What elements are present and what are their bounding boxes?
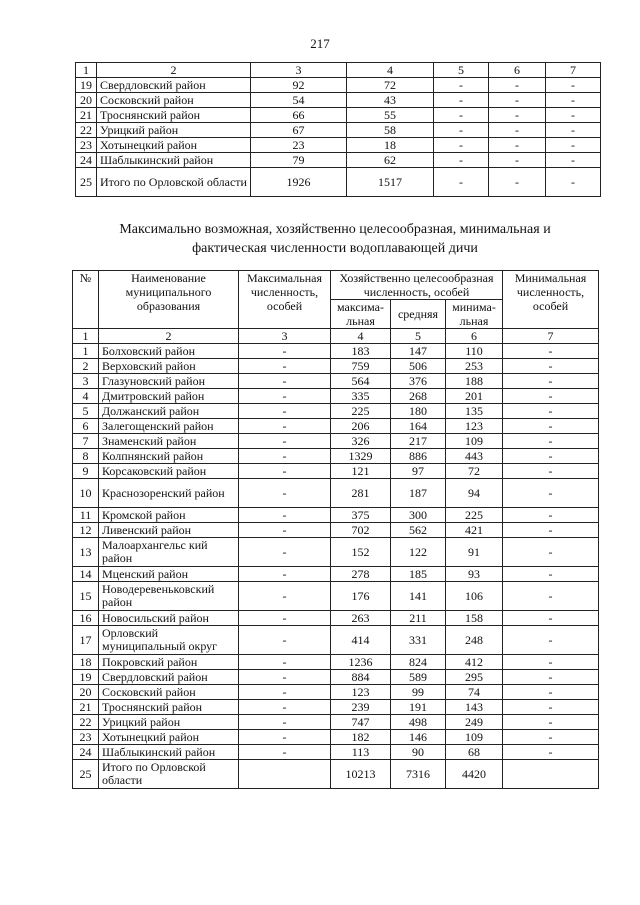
table-row xyxy=(76,153,601,168)
value-col-5: - xyxy=(434,168,489,197)
econ-mid: 164 xyxy=(391,419,446,434)
econ-min: 412 xyxy=(446,655,503,670)
district-name: Урицкий район xyxy=(99,715,239,730)
econ-max: 1329 xyxy=(331,449,391,464)
row-number: 8 xyxy=(73,449,99,464)
value-col-4: 72 xyxy=(347,78,434,93)
econ-mid: 589 xyxy=(391,670,446,685)
value-col-3: 23 xyxy=(251,138,347,153)
econ-mid: 7316 xyxy=(391,760,446,789)
table-row xyxy=(73,760,599,789)
header-econ-max: максима-льная xyxy=(331,300,391,329)
district-name: Новосильский район xyxy=(99,611,239,626)
table-row xyxy=(73,538,599,567)
row-number: 22 xyxy=(76,123,97,138)
table-row xyxy=(73,404,599,419)
table-row xyxy=(73,464,599,479)
econ-mid: 147 xyxy=(391,344,446,359)
min-count: - xyxy=(503,567,599,582)
row-number: 25 xyxy=(73,760,99,789)
value-col-7: - xyxy=(546,123,601,138)
min-count: - xyxy=(503,479,599,508)
value-col-6: - xyxy=(489,168,546,197)
value-col-7: - xyxy=(546,168,601,197)
max-count: - xyxy=(239,611,331,626)
district-name: Хотынецкий район xyxy=(99,730,239,745)
econ-mid: 268 xyxy=(391,389,446,404)
econ-mid: 99 xyxy=(391,685,446,700)
value-col-6: - xyxy=(489,78,546,93)
row-number: 6 xyxy=(73,419,99,434)
column-number: 7 xyxy=(546,63,601,78)
table-row xyxy=(73,655,599,670)
max-count: - xyxy=(239,508,331,523)
waterfowl-table xyxy=(72,270,599,789)
header-econ-mid: средняя xyxy=(391,300,446,329)
econ-max: 414 xyxy=(331,626,391,655)
table-row xyxy=(73,374,599,389)
column-number: 3 xyxy=(251,63,347,78)
value-col-5: - xyxy=(434,108,489,123)
district-name: Ливенский район xyxy=(99,523,239,538)
district-name: Свердловский район xyxy=(99,670,239,685)
table-row xyxy=(73,567,599,582)
value-col-4: 43 xyxy=(347,93,434,108)
table-row xyxy=(73,344,599,359)
district-name: Должанский район xyxy=(99,404,239,419)
econ-max: 206 xyxy=(331,419,391,434)
econ-max: 702 xyxy=(331,523,391,538)
econ-mid: 886 xyxy=(391,449,446,464)
table-row xyxy=(73,449,599,464)
table-row xyxy=(76,93,601,108)
econ-mid: 146 xyxy=(391,730,446,745)
column-number: 4 xyxy=(331,329,391,344)
district-name: Троснянский район xyxy=(97,108,251,123)
min-count: - xyxy=(503,374,599,389)
column-number-row xyxy=(76,63,601,78)
econ-max: 884 xyxy=(331,670,391,685)
econ-mid: 331 xyxy=(391,626,446,655)
min-count: - xyxy=(503,730,599,745)
header-max: Максимальная численность, особей xyxy=(239,271,331,329)
column-number: 5 xyxy=(434,63,489,78)
econ-max: 182 xyxy=(331,730,391,745)
table-row xyxy=(73,479,599,508)
district-name: Мценский район xyxy=(99,567,239,582)
econ-min: 68 xyxy=(446,745,503,760)
econ-max: 375 xyxy=(331,508,391,523)
table-row xyxy=(73,359,599,374)
row-number: 12 xyxy=(73,523,99,538)
econ-min: 158 xyxy=(446,611,503,626)
econ-max: 1236 xyxy=(331,655,391,670)
econ-mid: 185 xyxy=(391,567,446,582)
value-col-6: - xyxy=(489,123,546,138)
header-no: № xyxy=(73,271,99,329)
header-min: Минимальная численность, особей xyxy=(503,271,599,329)
district-name: Болховский район xyxy=(99,344,239,359)
econ-min: 109 xyxy=(446,434,503,449)
value-col-6: - xyxy=(489,108,546,123)
econ-mid: 191 xyxy=(391,700,446,715)
district-name: Дмитровский район xyxy=(99,389,239,404)
value-col-7: - xyxy=(546,153,601,168)
district-name: Покровский район xyxy=(99,655,239,670)
max-count: - xyxy=(239,745,331,760)
district-name: Хотынецкий район xyxy=(97,138,251,153)
econ-mid: 211 xyxy=(391,611,446,626)
row-number: 23 xyxy=(73,730,99,745)
max-count: - xyxy=(239,655,331,670)
econ-min: 253 xyxy=(446,359,503,374)
min-count: - xyxy=(503,745,599,760)
table-heading xyxy=(70,220,600,258)
row-number: 22 xyxy=(73,715,99,730)
max-count: - xyxy=(239,523,331,538)
max-count: - xyxy=(239,670,331,685)
econ-min: 421 xyxy=(446,523,503,538)
econ-min: 201 xyxy=(446,389,503,404)
min-count: - xyxy=(503,700,599,715)
table-row xyxy=(76,108,601,123)
econ-min: 106 xyxy=(446,582,503,611)
table-row xyxy=(73,434,599,449)
district-name: Кромской район xyxy=(99,508,239,523)
econ-min: 135 xyxy=(446,404,503,419)
table-row xyxy=(76,168,601,197)
min-count: - xyxy=(503,389,599,404)
district-name: Орловский муниципальный округ xyxy=(99,626,239,655)
value-col-3: 79 xyxy=(251,153,347,168)
econ-max: 263 xyxy=(331,611,391,626)
min-count: - xyxy=(503,404,599,419)
value-col-5: - xyxy=(434,138,489,153)
econ-max: 281 xyxy=(331,479,391,508)
column-number: 3 xyxy=(239,329,331,344)
econ-mid: 97 xyxy=(391,464,446,479)
max-count: - xyxy=(239,582,331,611)
econ-max: 113 xyxy=(331,745,391,760)
row-number: 21 xyxy=(73,700,99,715)
page-number: 217 xyxy=(310,36,330,51)
value-col-4: 18 xyxy=(347,138,434,153)
econ-max: 183 xyxy=(331,344,391,359)
econ-min: 188 xyxy=(446,374,503,389)
max-count: - xyxy=(239,434,331,449)
max-count: - xyxy=(239,419,331,434)
econ-max: 564 xyxy=(331,374,391,389)
econ-max: 335 xyxy=(331,389,391,404)
district-name: Троснянский район xyxy=(99,700,239,715)
econ-max: 121 xyxy=(331,464,391,479)
row-number: 18 xyxy=(73,655,99,670)
district-name: Колпнянский район xyxy=(99,449,239,464)
table-row xyxy=(73,685,599,700)
max-count: - xyxy=(239,626,331,655)
district-name: Краснозоренский район xyxy=(99,479,239,508)
max-count: - xyxy=(239,567,331,582)
econ-min: 110 xyxy=(446,344,503,359)
table-row xyxy=(76,78,601,93)
max-count: - xyxy=(239,374,331,389)
econ-mid: 180 xyxy=(391,404,446,419)
table-continuation xyxy=(75,62,601,197)
max-count: - xyxy=(239,730,331,745)
econ-max: 759 xyxy=(331,359,391,374)
min-count: - xyxy=(503,508,599,523)
econ-mid: 824 xyxy=(391,655,446,670)
header-name: Наименование муниципального образования xyxy=(99,271,239,329)
max-count xyxy=(239,760,331,789)
max-count: - xyxy=(239,700,331,715)
row-number: 19 xyxy=(76,78,97,93)
row-number: 25 xyxy=(76,168,97,197)
econ-mid: 187 xyxy=(391,479,446,508)
value-col-4: 62 xyxy=(347,153,434,168)
value-col-5: - xyxy=(434,153,489,168)
value-col-4: 58 xyxy=(347,123,434,138)
district-name: Свердловский район xyxy=(97,78,251,93)
value-col-4: 55 xyxy=(347,108,434,123)
value-col-6: - xyxy=(489,93,546,108)
table-row xyxy=(73,389,599,404)
value-col-3: 1926 xyxy=(251,168,347,197)
column-number-row xyxy=(73,329,599,344)
max-count: - xyxy=(239,479,331,508)
row-number: 14 xyxy=(73,567,99,582)
min-count: - xyxy=(503,449,599,464)
row-number: 10 xyxy=(73,479,99,508)
header-econ: Хозяйственно целесообразная численность, особей xyxy=(331,271,503,300)
econ-min: 91 xyxy=(446,538,503,567)
value-col-3: 67 xyxy=(251,123,347,138)
econ-max: 278 xyxy=(331,567,391,582)
column-number: 1 xyxy=(73,329,99,344)
max-count: - xyxy=(239,685,331,700)
district-name: Глазуновский район xyxy=(99,374,239,389)
econ-min: 295 xyxy=(446,670,503,685)
min-count: - xyxy=(503,582,599,611)
column-number: 2 xyxy=(97,63,251,78)
value-col-3: 66 xyxy=(251,108,347,123)
table-row xyxy=(73,582,599,611)
row-number: 15 xyxy=(73,582,99,611)
district-name: Урицкий район xyxy=(97,123,251,138)
district-name: Сосковский район xyxy=(97,93,251,108)
table-row xyxy=(73,419,599,434)
table-row xyxy=(73,745,599,760)
row-number: 20 xyxy=(76,93,97,108)
econ-mid: 376 xyxy=(391,374,446,389)
value-col-7: - xyxy=(546,138,601,153)
min-count: - xyxy=(503,434,599,449)
min-count xyxy=(503,760,599,789)
econ-max: 152 xyxy=(331,538,391,567)
column-number: 7 xyxy=(503,329,599,344)
column-number: 4 xyxy=(347,63,434,78)
econ-min: 249 xyxy=(446,715,503,730)
column-number: 6 xyxy=(446,329,503,344)
district-name: Итого по Орловской области xyxy=(97,168,251,197)
value-col-3: 92 xyxy=(251,78,347,93)
econ-mid: 217 xyxy=(391,434,446,449)
row-number: 23 xyxy=(76,138,97,153)
row-number: 2 xyxy=(73,359,99,374)
row-number: 4 xyxy=(73,389,99,404)
row-number: 20 xyxy=(73,685,99,700)
max-count: - xyxy=(239,464,331,479)
row-number: 16 xyxy=(73,611,99,626)
econ-mid: 300 xyxy=(391,508,446,523)
econ-max: 239 xyxy=(331,700,391,715)
max-count: - xyxy=(239,715,331,730)
row-number: 24 xyxy=(76,153,97,168)
district-name: Корсаковский район xyxy=(99,464,239,479)
column-number: 5 xyxy=(391,329,446,344)
min-count: - xyxy=(503,626,599,655)
row-number: 24 xyxy=(73,745,99,760)
column-number: 1 xyxy=(76,63,97,78)
row-number: 17 xyxy=(73,626,99,655)
econ-max: 176 xyxy=(331,582,391,611)
econ-min: 72 xyxy=(446,464,503,479)
table-row xyxy=(73,626,599,655)
row-number: 13 xyxy=(73,538,99,567)
min-count: - xyxy=(503,538,599,567)
min-count: - xyxy=(503,655,599,670)
row-number: 7 xyxy=(73,434,99,449)
district-name: Сосковский район xyxy=(99,685,239,700)
table-row xyxy=(76,138,601,153)
min-count: - xyxy=(503,344,599,359)
econ-min: 225 xyxy=(446,508,503,523)
table-row xyxy=(73,611,599,626)
max-count: - xyxy=(239,359,331,374)
row-number: 3 xyxy=(73,374,99,389)
econ-mid: 141 xyxy=(391,582,446,611)
table-row xyxy=(73,523,599,538)
min-count: - xyxy=(503,523,599,538)
value-col-6: - xyxy=(489,138,546,153)
row-number: 1 xyxy=(73,344,99,359)
district-name: Новодеревеньковский район xyxy=(99,582,239,611)
min-count: - xyxy=(503,685,599,700)
econ-min: 443 xyxy=(446,449,503,464)
max-count: - xyxy=(239,344,331,359)
min-count: - xyxy=(503,611,599,626)
table-row xyxy=(76,123,601,138)
max-count: - xyxy=(239,538,331,567)
econ-max: 225 xyxy=(331,404,391,419)
econ-mid: 122 xyxy=(391,538,446,567)
econ-max: 123 xyxy=(331,685,391,700)
value-col-7: - xyxy=(546,78,601,93)
econ-min: 143 xyxy=(446,700,503,715)
value-col-3: 54 xyxy=(251,93,347,108)
value-col-5: - xyxy=(434,78,489,93)
econ-max: 747 xyxy=(331,715,391,730)
column-number: 2 xyxy=(99,329,239,344)
row-number: 9 xyxy=(73,464,99,479)
district-name: Малоархангельс кий район xyxy=(99,538,239,567)
max-count: - xyxy=(239,389,331,404)
econ-max: 326 xyxy=(331,434,391,449)
heading-line-1: Максимально возможная, хозяйственно целесообразная, минимальная и xyxy=(119,222,551,237)
row-number: 21 xyxy=(76,108,97,123)
row-number: 11 xyxy=(73,508,99,523)
value-col-5: - xyxy=(434,93,489,108)
column-number: 6 xyxy=(489,63,546,78)
district-name: Знаменский район xyxy=(99,434,239,449)
min-count: - xyxy=(503,715,599,730)
table-row xyxy=(73,670,599,685)
value-col-7: - xyxy=(546,108,601,123)
econ-mid: 506 xyxy=(391,359,446,374)
econ-mid: 562 xyxy=(391,523,446,538)
econ-min: 248 xyxy=(446,626,503,655)
district-name: Итого по Орловской области xyxy=(99,760,239,789)
econ-mid: 498 xyxy=(391,715,446,730)
econ-min: 94 xyxy=(446,479,503,508)
value-col-6: - xyxy=(489,153,546,168)
row-number: 5 xyxy=(73,404,99,419)
heading-line-2: фактическая численности водоплавающей дичи xyxy=(192,241,478,256)
min-count: - xyxy=(503,359,599,374)
row-number: 19 xyxy=(73,670,99,685)
max-count: - xyxy=(239,404,331,419)
district-name: Залегощенский район xyxy=(99,419,239,434)
min-count: - xyxy=(503,464,599,479)
min-count: - xyxy=(503,670,599,685)
econ-min: 109 xyxy=(446,730,503,745)
value-col-4: 1517 xyxy=(347,168,434,197)
econ-min: 93 xyxy=(446,567,503,582)
econ-min: 4420 xyxy=(446,760,503,789)
value-col-7: - xyxy=(546,93,601,108)
district-name: Верховский район xyxy=(99,359,239,374)
econ-mid: 90 xyxy=(391,745,446,760)
econ-max: 10213 xyxy=(331,760,391,789)
district-name: Шаблыкинский район xyxy=(99,745,239,760)
table-row xyxy=(73,700,599,715)
header-econ-min: минима-льная xyxy=(446,300,503,329)
econ-min: 74 xyxy=(446,685,503,700)
min-count: - xyxy=(503,419,599,434)
value-col-5: - xyxy=(434,123,489,138)
table-row xyxy=(73,508,599,523)
max-count: - xyxy=(239,449,331,464)
table-row xyxy=(73,715,599,730)
district-name: Шаблыкинский район xyxy=(97,153,251,168)
table-row xyxy=(73,730,599,745)
econ-min: 123 xyxy=(446,419,503,434)
